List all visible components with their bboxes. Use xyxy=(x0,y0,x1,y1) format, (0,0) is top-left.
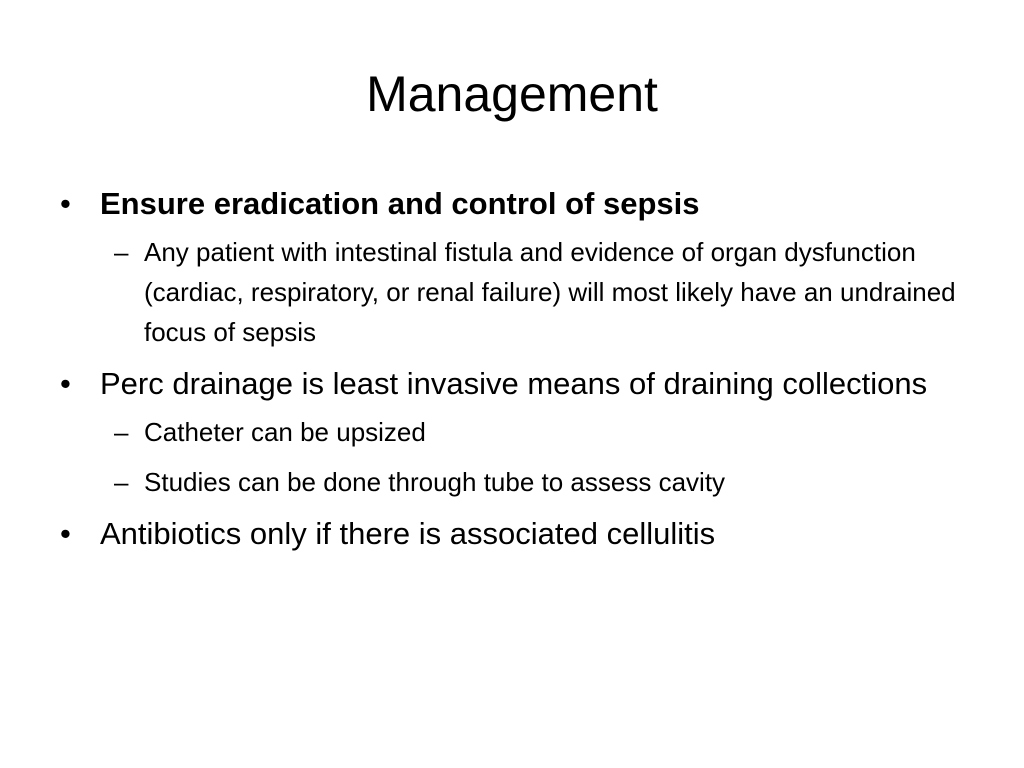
sub-bullet-item xyxy=(100,232,958,352)
bullet-item xyxy=(58,362,958,502)
bullet-dot-icon: • xyxy=(60,186,71,221)
slide-title: Management xyxy=(366,66,658,122)
bullet-dot-icon: • xyxy=(60,516,71,551)
dash-icon: – xyxy=(114,237,129,267)
dash-icon: – xyxy=(114,417,129,447)
sub-bullet-list xyxy=(100,412,958,502)
sub-bullet-text: Any patient with intestinal fistula and evidence of organ dysfunction (cardiac, respiratory, or renal failure) will most likely have an undrained focus of sepsis xyxy=(144,237,956,347)
sub-bullet-text: Catheter can be upsized xyxy=(144,417,426,447)
sub-bullet-text: Studies can be done through tube to assess cavity xyxy=(144,467,726,497)
dash-icon: – xyxy=(114,467,129,497)
bullet-item xyxy=(58,512,958,556)
bullet-text: Perc drainage is least invasive means of draining collections xyxy=(100,366,928,401)
slide-content xyxy=(58,182,958,566)
bullet-item xyxy=(58,182,958,352)
bullet-text: Ensure eradication and control of sepsis xyxy=(100,186,700,221)
sub-bullet-list xyxy=(100,232,958,352)
bullet-list xyxy=(58,182,958,556)
sub-bullet-item xyxy=(100,412,958,452)
sub-bullet-item xyxy=(100,462,958,502)
bullet-dot-icon: • xyxy=(60,366,71,401)
bullet-text: Antibiotics only if there is associated cellulitis xyxy=(100,516,716,551)
